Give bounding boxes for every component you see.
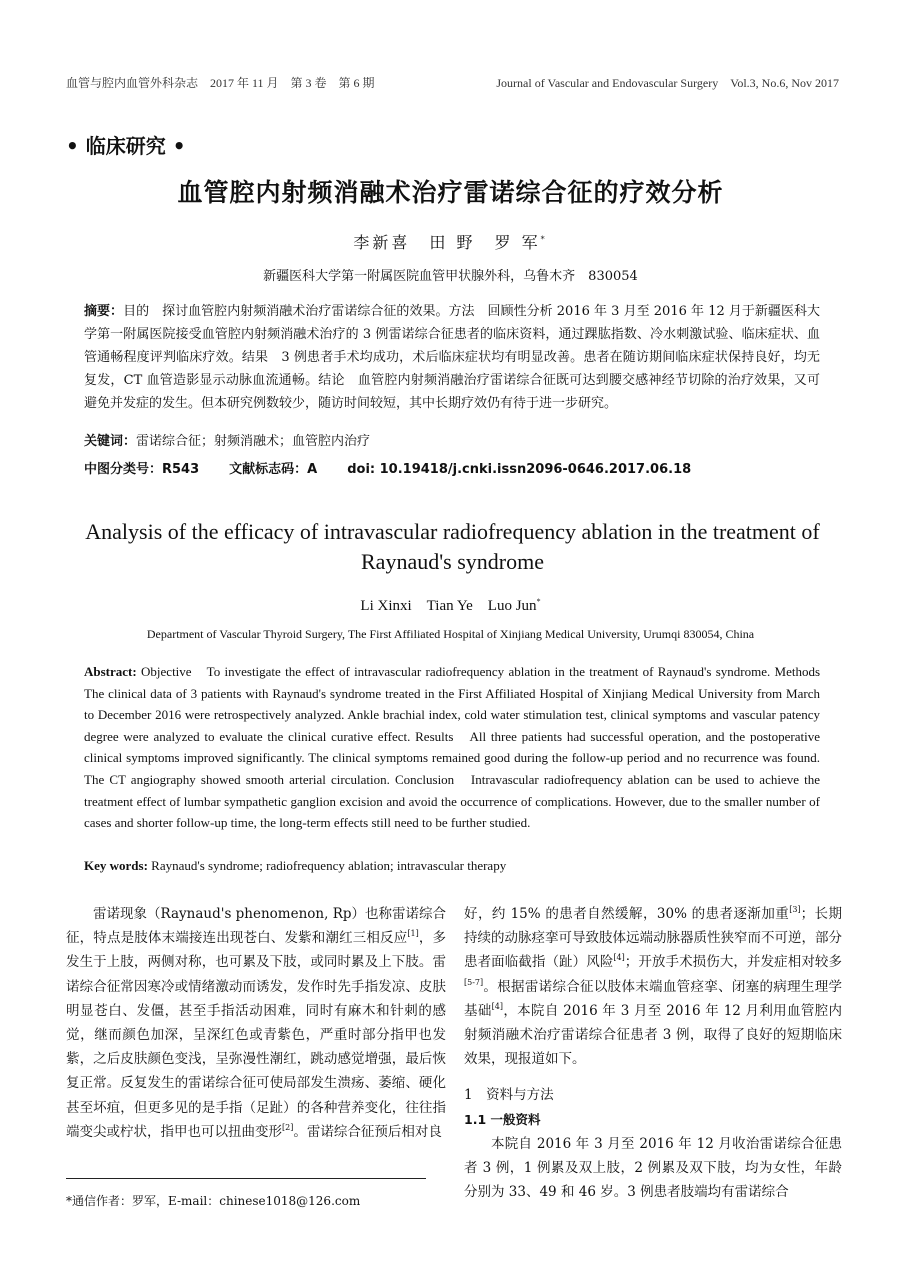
citation-ref: [5-7] bbox=[464, 977, 484, 987]
authors-en-mark: * bbox=[536, 597, 541, 606]
abstract-cn-text: 目的 探讨血管腔内射频消融术治疗雷诺综合征的效果。方法 回顾性分析 2016 年 3 月至 2016 年 12 月于新疆医科大学第一附属医院接受血管腔内射频消融术治疗的 3 例雷诺综合征患者的临床资料，通过踝肱指数、冷水刺激试验、临床症状、血管通畅程度评判临床疗效。结果 3 例患者手术均成功，术后临床症状均有明显改善。患者在随访期间临床症状保持良好，均无复发，CT 血管造影显示动脉血流通畅。结论 血管腔内射频消融治疗雷诺综合征既可达到腰交感神经节切除的治疗效果，又可避免并发症的发生。但本研究例数较少，随访时间较短，其中长期疗效仍有待于进一步研究。 bbox=[84, 304, 820, 411]
citation-ref: [3] bbox=[789, 905, 801, 914]
subsection-heading-1-1: 1.1 一般资料 bbox=[464, 1111, 541, 1127]
keywords-en-text: Raynaud's syndrome; radiofrequency ablation; intravascular therapy bbox=[151, 858, 507, 873]
authors-cn-names: 李新喜 田 野 罗 军 bbox=[353, 233, 541, 252]
body-right-text-4: 。根据雷诺综合征以肢体末端血管痉挛、闭塞的病理生理学基础 bbox=[464, 978, 842, 1019]
abstract-en-text: Objective To investigate the effect of intravascular radiofrequency ablation in the treatment of Raynaud's syndrome. Methods The clinical data of 3 patients with Raynaud's syndrome treated in the First Affiliated Hospital of Xinjiang Medical University from March to December 2016 were retrospectively analyzed. Ankle brachial index, cold water stimulation test, clinical symptoms and vascular patency degree were analyzed to evaluate the clinical curative effect. Results All three patients had successful operation, and the postoperative clinical symptoms improved significantly. The clinical symptoms remained good during the follow-up period and no recurrence was found. The CT angiography showed smooth arterial circulation. Conclusion Intravascular radiofrequency ablation can be used to achieve the treatment effect of lumbar sympathetic ganglion excision and avoid the occurrence of complications. However, due to the smaller number of cases and shorter follow-up time, the long-term effects still need to be further studied. bbox=[84, 664, 834, 831]
keywords-cn bbox=[84, 430, 370, 449]
body-left-text-2: ，多发生于上肢，两侧对称，也可累及下肢，或同时累及上下肢。雷诺综合征常因寒冷或情绪激动而诱发，发作时先手指发凉、皮肤明显苍白、发僵，甚至手指活动困难，同时有麻木和针刺的感觉，继而颜色加深，呈深红色或青紫色，严重时部分指甲也发紫，之后皮肤颜色变浅，呈弥漫性潮红，跳动感觉增强，最后恢复正常。反复发生的雷诺综合征可使局部发生溃疡、萎缩、硬化甚至坏疽，但更多见的是手指（足趾）的各种营养变化，往往指端变尖或柠状，指甲也可以扭曲变形 bbox=[66, 930, 447, 1140]
abstract-cn bbox=[84, 300, 820, 415]
body-right-paragraph-1 bbox=[464, 902, 842, 1071]
keywords-cn-label: 关键词： bbox=[84, 434, 137, 449]
affiliation-en: Department of Vascular Thyroid Surgery, The First Affiliated Hospital of Xinjiang Medical University, Urumqi 830054, China bbox=[146, 627, 755, 641]
body-right-text-2: ；长期持续的动脉痉挛可导致肢体远端动脉器质性狭窄而不可逆，部分患者面临截指（趾）风险 bbox=[464, 906, 843, 971]
keywords-en-label: Key words: bbox=[84, 858, 148, 873]
running-header-left: 血管与腔内血管外科杂志 2017 年 11 月 第 3 卷 第 6 期 bbox=[66, 76, 375, 90]
doi: doi: 10.19418/j.cnki.issn2096-0646.2017.06.18 bbox=[347, 462, 692, 477]
body-right-paragraph-2: 本院自 2016 年 3 月至 2016 年 12 月收治雷诺综合征患者 3 例，1 例累及双上肢，2 例累及双下肢，均为女性，年龄分别为 33、49 和 46 岁。3 例患者肢端均有雷诺综合 bbox=[464, 1135, 842, 1201]
body-column-left bbox=[66, 902, 446, 1144]
citation-ref: [4] bbox=[613, 953, 625, 963]
citation-ref: [2] bbox=[282, 1122, 294, 1132]
classification-line bbox=[84, 458, 721, 477]
section-heading-1: 1 资料与方法 bbox=[464, 1087, 554, 1104]
section-label: • 临床研究 • bbox=[66, 134, 186, 158]
body-left-text-3: 。雷诺综合征预后相对良 bbox=[293, 1123, 442, 1140]
body-right-text-1: 好，约 15% 的患者自然缓解，30% 的患者逐渐加重 bbox=[464, 906, 790, 922]
doc-code: 文献标志码：A bbox=[229, 462, 318, 477]
keywords-en bbox=[84, 858, 506, 874]
clc-number: 中图分类号：R543 bbox=[84, 462, 200, 477]
article-title-cn: 血管腔内射频消融术治疗雷诺综合征的疗效分析 bbox=[177, 178, 724, 207]
corresponding-author-footnote: *通信作者：罗军，E-mail：chinese1018@126.com bbox=[66, 1194, 361, 1208]
body-left-text-1: 雷诺现象（Raynaud's phenomenon, Rp）也称雷诺综合征，特点是肢体末端接连出现苍白、发紫和潮红三相反应 bbox=[66, 906, 447, 947]
authors-en-names: Li Xinxi Tian Ye Luo Jun bbox=[360, 598, 537, 614]
body-right-text-5: ，本院自 2016 年 3 月至 2016 年 12 月利用血管腔内射频消融术治疗雷诺综合征患者 3 例，取得了良好的短期临床效果，现报道如下。 bbox=[464, 1002, 843, 1068]
keywords-cn-text: 雷诺综合征；射频消融术；血管腔内治疗 bbox=[136, 434, 371, 449]
article-title-en: Analysis of the efficacy of intravascular radiofrequency ablation in the treatment of Raynaud's syndrome bbox=[85, 519, 820, 574]
running-header-right: Journal of Vascular and Endovascular Surgery Vol.3, No.6, Nov 2017 bbox=[496, 76, 839, 90]
body-right-text-3: ；开放手术损伤大，并发症相对较多 bbox=[624, 954, 843, 971]
authors-cn bbox=[0, 230, 901, 253]
affiliation-cn: 新疆医科大学第一附属医院血管甲状腺外科，乌鲁木齐 830054 bbox=[263, 269, 638, 284]
abstract-cn-label: 摘要： bbox=[84, 304, 124, 319]
authors-en bbox=[0, 594, 901, 615]
body-column-right bbox=[464, 902, 842, 1204]
authors-cn-mark: * bbox=[540, 235, 548, 244]
abstract-en-label: Abstract: bbox=[84, 664, 137, 679]
abstract-en bbox=[84, 661, 834, 834]
citation-ref: [1] bbox=[407, 929, 419, 939]
citation-ref: [4] bbox=[491, 1001, 504, 1011]
footnote-divider bbox=[66, 1178, 426, 1179]
